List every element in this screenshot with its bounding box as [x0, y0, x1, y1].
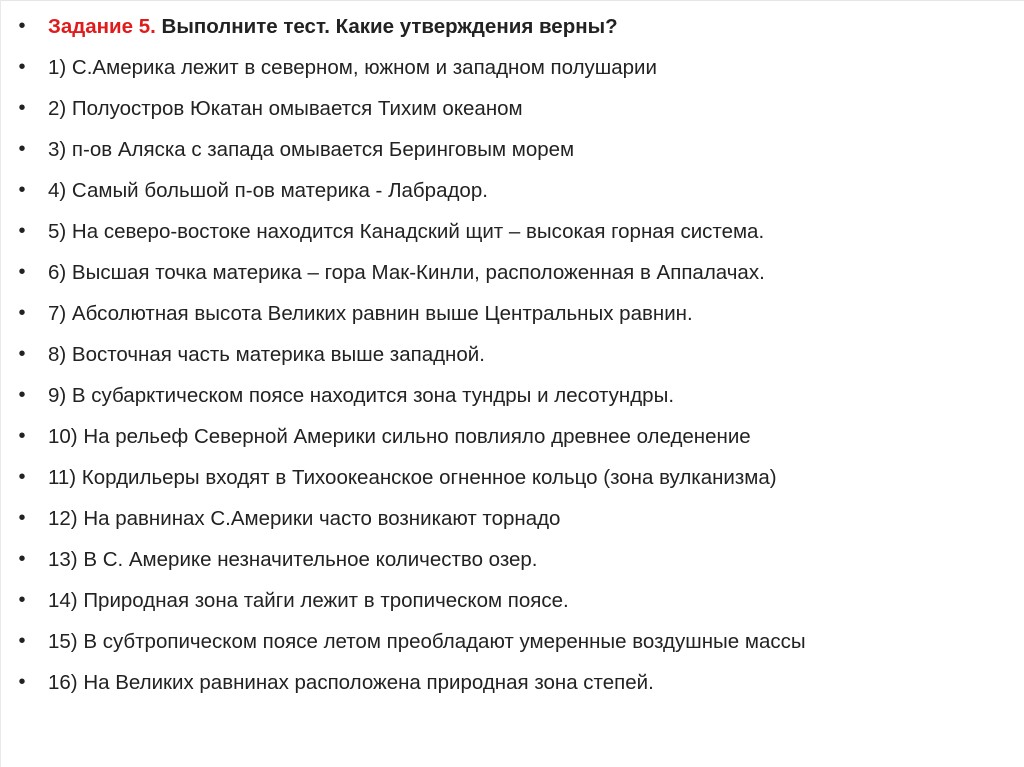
statement-text: 7) Абсолютная высота Великих равнин выше Центральных равнин. — [48, 302, 693, 325]
statement-item — [12, 498, 1020, 539]
slide-top-edge — [0, 0, 1024, 1]
statement-text: 14) Природная зона тайги лежит в тропическом поясе. — [48, 589, 569, 612]
statement-text: 5) На северо-востоке находится Канадский щит – высокая горная система. — [48, 220, 765, 243]
statement-item — [12, 211, 1020, 252]
bullet-icon: • — [18, 466, 26, 488]
statement-item — [12, 334, 1020, 375]
bullet-icon: • — [18, 630, 26, 652]
statement-item — [12, 580, 1020, 621]
statement-text: 6) Высшая точка материка – гора Мак-Кинли, расположенная в Аппалачах. — [48, 261, 765, 284]
statement-item — [12, 621, 1020, 662]
statement-text: 12) На равнинах С.Америки часто возникают торнадо — [48, 507, 561, 530]
bullet-icon: • — [18, 384, 26, 406]
bullet-icon: • — [18, 220, 26, 242]
bullet-icon: • — [18, 589, 26, 611]
bullet-icon: • — [18, 425, 26, 447]
bullet-icon: • — [18, 671, 26, 693]
statement-item — [12, 129, 1020, 170]
bullet-icon: • — [18, 261, 26, 283]
statement-text: 1) С.Америка лежит в северном, южном и западном полушарии — [48, 56, 657, 79]
statement-text: 16) На Великих равнинах расположена природная зона степей. — [48, 671, 654, 694]
statement-item — [12, 293, 1020, 334]
task-number: Задание 5. — [48, 15, 156, 38]
statement-text: 2) Полуостров Юкатан омывается Тихим океаном — [48, 97, 523, 120]
bullet-icon: • — [18, 97, 26, 119]
bullet-icon: • — [18, 507, 26, 529]
statement-item — [12, 88, 1020, 129]
statement-item — [12, 252, 1020, 293]
statement-item — [12, 662, 1020, 703]
statement-text: 10) На рельеф Северной Америки сильно повлияло древнее оледенение — [48, 425, 751, 448]
statement-text: 4) Самый большой п-ов материка - Лабрадор. — [48, 179, 488, 202]
statement-text: 9) В субарктическом поясе находится зона тундры и лесотундры. — [48, 384, 675, 407]
statement-item — [12, 416, 1020, 457]
bullet-icon: • — [18, 548, 26, 570]
bullet-icon: • — [18, 179, 26, 201]
statement-text: 15) В субтропическом поясе летом преобладают умеренные воздушные массы — [48, 630, 806, 653]
task-list — [12, 6, 1020, 703]
statement-text: 3) п-ов Аляска с запада омывается Беринговым морем — [48, 138, 575, 161]
slide-left-edge — [0, 0, 1, 767]
bullet-icon: • — [18, 15, 26, 37]
task-title — [12, 6, 1020, 47]
statement-item — [12, 457, 1020, 498]
statement-item — [12, 170, 1020, 211]
bullet-icon: • — [18, 302, 26, 324]
statement-item — [12, 539, 1020, 580]
statement-text: 8) Восточная часть материка выше западной. — [48, 343, 485, 366]
bullet-icon: • — [18, 343, 26, 365]
bullet-icon: • — [18, 56, 26, 78]
task-instruction: Выполните тест. Какие утверждения верны? — [155, 15, 618, 38]
statement-item — [12, 375, 1020, 416]
statement-text: 13) В С. Америке незначительное количество озер. — [48, 548, 538, 571]
statement-item — [12, 47, 1020, 88]
statement-text: 11) Кордильеры входят в Тихоокеанское огненное кольцо (зона вулканизма) — [48, 466, 777, 489]
bullet-icon: • — [18, 138, 26, 160]
